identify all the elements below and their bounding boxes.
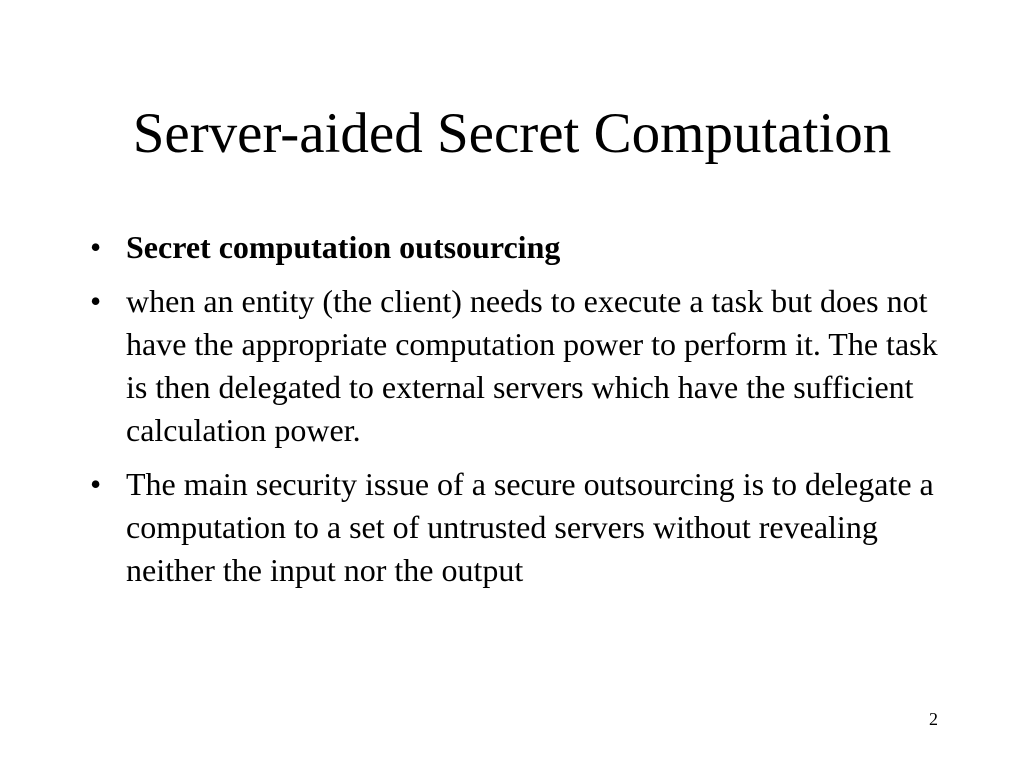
bullet-item <box>84 226 944 269</box>
bullet-list <box>84 226 944 603</box>
slide-number: 2 <box>929 709 938 729</box>
bullet-item <box>84 280 944 452</box>
bullet-marker-icon: • <box>90 283 102 319</box>
bullet-text: The main security issue of a secure outsourcing is to delegate a computation to a set of untrusted servers without revealing neither the input nor the output <box>126 466 934 588</box>
bullet-text: when an entity (the client) needs to execute a task but does not have the appropriate computation power to perform it. The task is then delegated to external servers which have the sufficient calculation power. <box>126 283 938 448</box>
bullet-text: Secret computation outsourcing <box>126 229 561 265</box>
slide-title: Server-aided Secret Computation <box>132 102 892 165</box>
bullet-item <box>84 463 944 592</box>
bullet-marker-icon: • <box>90 229 102 265</box>
bullet-marker-icon: • <box>90 466 102 502</box>
